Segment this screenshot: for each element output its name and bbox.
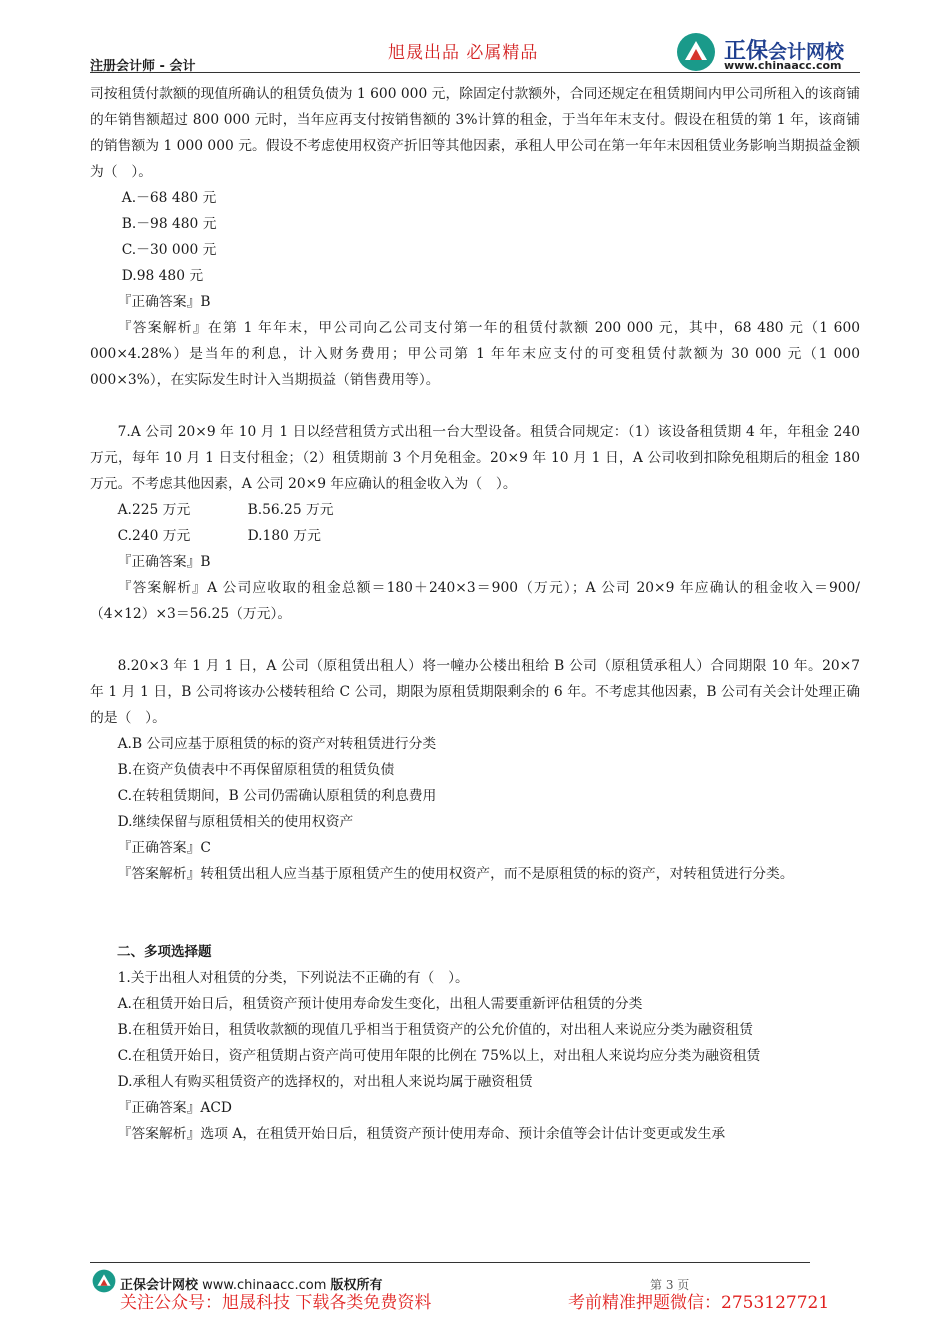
q6-option-d: D.98 480 元 xyxy=(121,268,204,284)
logo-name: 正保会计网校 xyxy=(724,39,845,64)
q8-option-c: C.在转租赁期间，B 公司仍需确认原租赁的利息费用 xyxy=(117,788,437,804)
q7-options-row-1 xyxy=(90,497,860,523)
promo-wechat-account: 关注公众号：旭晟科技 下载各类免费资料 xyxy=(120,1293,432,1313)
mq1-option-b: B.在租赁开始日，租赁收款额的现值几乎相当于租赁资产的公允价值的，对出租人来说应分类为融资租赁 xyxy=(117,1022,753,1038)
q7-option-a: A.225 万元 xyxy=(117,502,191,518)
q6-stem: 司按租赁付款额的现值所确认的租赁负债为 1 600 000 元，除固定付款额外，合同还规定在租赁期间内甲公司所租入的该商铺的年销售额超过 800 000 元时，当年应再支付按销售额的 3%计算的租金，于当年年末支付。假设在租赁的第 1 年，该商铺的销售额为 1 000 000 元。假设不考虑使用权资产折旧等其他因素，承租人甲公司在第一年年末因租赁业务影响当期损益金额为（ ）。 xyxy=(90,86,860,180)
mq1-option-d: D.承租人有购买租赁资产的选择权的，对出租人来说均属于融资租赁 xyxy=(117,1074,533,1090)
brand-logo[interactable] xyxy=(676,30,876,76)
logo-url: www.chinaacc.com xyxy=(724,59,842,72)
q6-analysis: 『答案解析』在第 1 年年末，甲公司向乙公司支付第一年的租赁付款额 200 000 元，其中，68 480 元（1 600 000×4.28%）是当年的利息，计入财务费用；甲公司第 1 年年末应支付的可变租赁付款额为 30 000 元（1 000 000×3%），在实际发生时计入当期损益（销售费用等）。 xyxy=(90,320,860,388)
mq1-stem: 1.关于出租人对租赁的分类，下列说法不正确的有（ ）。 xyxy=(117,970,469,986)
q6-option-a: A.－68 480 元 xyxy=(121,190,217,206)
footer-url[interactable]: www.chinaacc.com xyxy=(202,1278,327,1293)
q8-option-a: A.B 公司应基于原租赁的标的资产对转租赁进行分类 xyxy=(117,736,437,752)
q8-analysis: 『答案解析』转租赁出租人应当基于原租赁产生的使用权资产，而不是原租赁的标的资产，对转租赁进行分类。 xyxy=(117,866,794,882)
mq1-option-a: A.在租赁开始日后，租赁资产预计使用寿命发生变化，出租人需要重新评估租赁的分类 xyxy=(117,996,643,1012)
logo-icon xyxy=(676,32,716,72)
promo-wechat-contact: 考前精准押题微信：2753127721 xyxy=(568,1293,830,1313)
q6-option-c: C.－30 000 元 xyxy=(121,242,217,258)
mq1-analysis: 『答案解析』选项 A，在租赁开始日后，租赁资产预计使用寿命、预计余值等会计估计变更或发生承 xyxy=(117,1126,726,1142)
q7-option-b: B.56.25 万元 xyxy=(247,502,334,518)
q8-stem: 8.20×3 年 1 月 1 日，A 公司（原租赁出租人）将一幢办公楼出租给 B 公司（原租赁承租人）合同期限 10 年。20×7 年 1 月 1 日，B 公司将该办公楼转租给 C 公司，期限为原租赁期限剩余的 6 年。不考虑其他因素，B 公司有关会计处理正确的是（ ）。 xyxy=(90,658,860,726)
header-slogan: 旭晟出品 必属精品 xyxy=(388,43,539,63)
footer-brand: 正保会计网校 xyxy=(120,1278,199,1293)
footer-divider xyxy=(90,1262,810,1263)
q7-option-d: D.180 万元 xyxy=(247,528,321,544)
header-divider xyxy=(90,72,860,73)
q8-option-d: D.继续保留与原租赁相关的使用权资产 xyxy=(117,814,354,830)
mq1-option-c: C.在租赁开始日，资产租赁期占资产尚可使用年限的比例在 75%以上，对出租人来说均应分类为融资租赁 xyxy=(117,1048,761,1064)
q8-option-b: B.在资产负债表中不再保留原租赁的租赁负债 xyxy=(117,762,395,778)
q7-analysis: 『答案解析』A 公司应收取的租金总额＝180＋240×3＝900（万元）；A 公司 20×9 年应确认的租金收入＝900/（4×12）×3＝56.25（万元）。 xyxy=(90,580,860,622)
mq1-answer: 『正确答案』ACD xyxy=(117,1100,232,1116)
section-title: 二、多项选择题 xyxy=(117,944,212,960)
q6-option-b: B.－98 480 元 xyxy=(121,216,217,232)
q7-stem: 7.A 公司 20×9 年 10 月 1 日以经营租赁方式出租一台大型设备。租赁合同规定：（1）该设备租赁期 4 年，年租金 240 万元，每年 10 月 1 日支付租金；（2）租赁期前 3 个月免租金。20×9 年 10 月 1 日，A 公司收到扣除免租期后的租金 180 万元。不考虑其他因素，A 公司 20×9 年应确认的租金收入为（ ）。 xyxy=(90,424,860,492)
footer-rights: 版权所有 xyxy=(330,1278,383,1293)
q8-answer: 『正确答案』C xyxy=(117,840,211,856)
q7-answer: 『正确答案』B xyxy=(117,554,211,570)
footer-logo-icon xyxy=(92,1269,116,1293)
document-body xyxy=(90,81,860,1147)
q7-option-c: C.240 万元 xyxy=(117,528,191,544)
q6-answer: 『正确答案』B xyxy=(117,294,211,310)
q7-options-row-2 xyxy=(90,523,860,549)
page-number: 第 3 页 xyxy=(650,1278,690,1292)
doc-subject: 注册会计师 - 会计 xyxy=(90,59,196,74)
